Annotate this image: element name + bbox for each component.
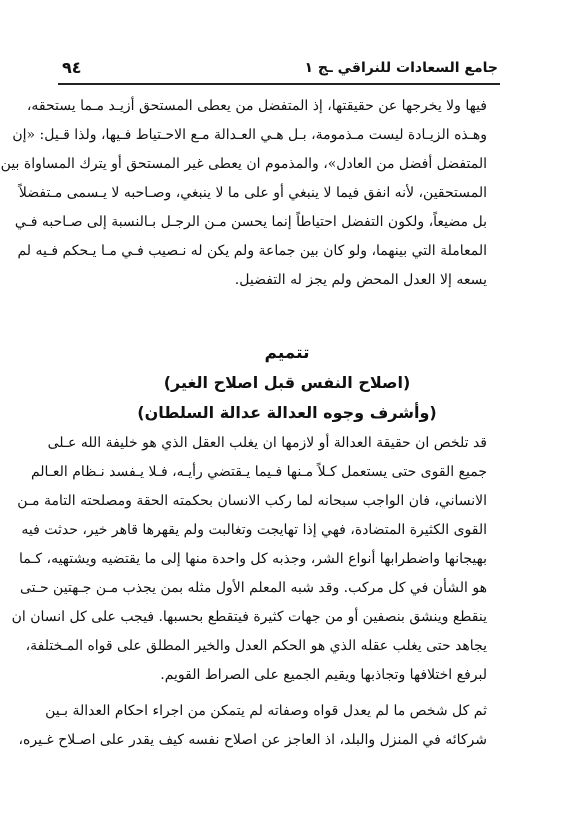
- text-line: ينقطع وينشق بنصفين أو من جهات كثيرة فيتقطع بحسبها. فيجب على كل انسان ان: [11, 609, 487, 625]
- section-heading: تتميم: [264, 343, 310, 363]
- header-rule: [58, 83, 500, 85]
- text-line: يسعه إلا العدل المحض ولم يجز له التفضيل.: [234, 272, 487, 288]
- text-line: بل مضيعاً، ولكون التفضل احتياطاً إنما يحسن مـن الرجـل بـالنسبة إلى صـاحبه فـي: [14, 214, 487, 230]
- section-subheading: (وأشرف وجوه العدالة عدالة السلطان): [137, 403, 437, 422]
- text-line: قد تلخص ان حقيقة العدالة أو لازمها ان يغلب العقل الذي هو خليفة الله عـلى: [47, 435, 487, 451]
- text-line: ثم كل شخص ما لم يعدل قواه وصفاته لم يتمكن من اجراء احكام العدالة بـين: [45, 703, 487, 719]
- text-line: لبرفع اختلافها وتجاذبها ويقيم الجميع على الصراط القويم.: [160, 667, 487, 683]
- text-line: جميع القوى حتى يستعمل كـلاً مـنها فـيما يـقتضي رأيـه، فـلا يـفسد نـظام العـالم: [30, 464, 487, 480]
- text-line: هو الشأن في كل مركب. وقد شبه المعلم الأول مثله بمن يجذب مـن جـهتين حـتى: [19, 580, 487, 596]
- text-line: يجاهد حتى يغلب عقله الذي هو الحكم العدل والخير المطلق على قواه المـختلفة،: [25, 638, 487, 654]
- text-line: المعاملة التي بينهما، ولو كان بين جماعة ولم يكن له نـصيب فـي مـا يـحكم فـيه لم: [17, 243, 487, 259]
- text-line: المستحقين، لأنه انفق فيما لا ينبغي أو على ما لا ينبغي، وصـاحبه لا يـسمى مـتفضلاً: [18, 185, 487, 201]
- book-title: جامع السعادات للنراقي ـج ١: [304, 60, 498, 76]
- text-line: شركائه في المنزل والبلد، اذ العاجز عن اصلاح نفسه كيف يقدر على اصـلاح غـيره،: [18, 732, 487, 748]
- text-line: الانساني، فان الواجب سبحانه لما ركب الانسان بحكمته الحقة ومصلحته التامة مـن: [17, 493, 487, 509]
- text-line: القوى الكثيرة المتضادة، فهي إذا تهايجت وتغالبت ولم يقهرها قاهر خير، حدثت فيه: [21, 522, 487, 538]
- text-line: وهـذه الزيـادة ليست مـذمومة، بـل هـي العـدالة مـع الاحـتياط فـيها، ولذا قـيل: «إن: [12, 127, 487, 143]
- running-header: [60, 56, 498, 80]
- text-line: المتفضل أفضل من العادل»، والمذموم ان يعطى غير المستحق أو يترك المساواة بين: [0, 156, 487, 172]
- text-line: بهيجانها واضطرابها أنواع الشر، وجذبه كل واحدة منها إلى ما يقتضيه ويشتهيه، كـما: [18, 551, 487, 567]
- page-number: ٩٤: [62, 58, 82, 77]
- section-subheading: (اصلاح النفس قبل اصلاح الغير): [163, 373, 411, 392]
- text-line: فيها ولا يخرجها عن حقيقتها، إذ المتفضل من يعطى المستحق أزيـد مـما يستحقه،: [26, 98, 487, 114]
